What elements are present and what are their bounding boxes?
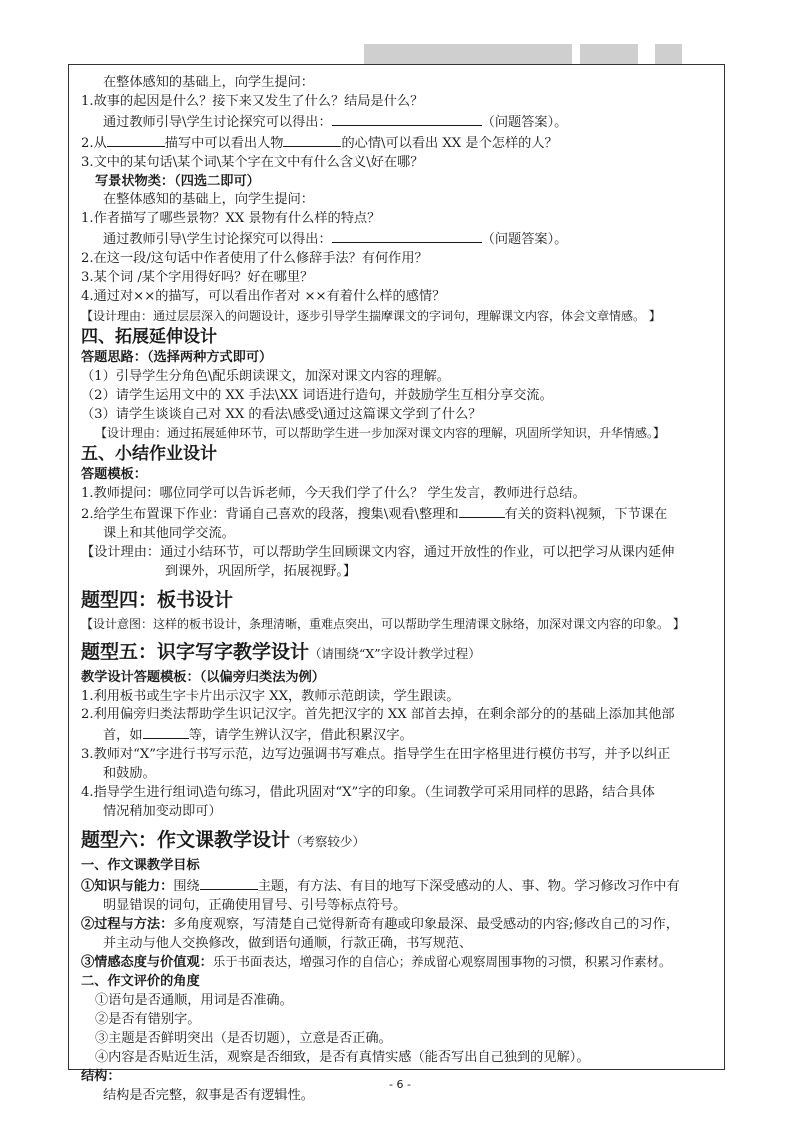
goal-label: ②过程与方法： (81, 916, 174, 932)
answer-blank (459, 504, 505, 518)
text-segment: 等，请学生辨认汉字，借此积累汉字。 (188, 728, 413, 744)
answer-blank (332, 112, 482, 126)
text-line: ②是否有错别字。 (95, 1012, 201, 1028)
text-line (81, 112, 724, 133)
question-type-heading (81, 637, 724, 669)
text-segment: 主题，有方法、有目的地写下深受感动的人、事、物。学习修改习作中有 (257, 878, 680, 894)
answer-blank (283, 133, 341, 147)
subheading: 答题模板： (81, 467, 147, 483)
heading-note: （考察较少） (290, 833, 366, 849)
text-line: 在整体感知的基础上，向学生提问： (103, 75, 314, 90)
design-reason: 【设计理由：通过小结环节，可以帮助学生回顾课文内容，通过开放性的作业，可以把学习从课内延伸 (81, 544, 675, 560)
design-reason: 【设计理由：通过层层深入的问题设计，逐步引导学生揣摩课文的字词句，理解课文内容，体会文章情感。 】 (81, 308, 661, 323)
text-line: 和鼓励。 (103, 766, 156, 782)
text-segment: 多角度观察，写清楚自己觉得新奇有趣或印象最深、最受感动的内容;修改自己的习作， (173, 916, 679, 932)
text-line: 1.利用板书或生字卡片出示汉字 XX，教师示范朗读，学生跟读。 (81, 688, 460, 704)
text-line: 2.利用偏旁归类法帮助学生识记汉字。首先把汉字的 XX 部首去掉，在剩余部分的的基础上添加其他部 (81, 707, 675, 723)
text-line (81, 133, 724, 154)
design-reason: 到课外，巩固所学，拓展视野。】 (165, 563, 357, 579)
question-type-heading (81, 825, 724, 857)
text-line (81, 876, 724, 897)
subheading: 一、作文课教学目标 (81, 857, 200, 873)
header-bar-long (364, 44, 572, 64)
text-line: ①语句是否通顺，用词是否准确。 (95, 993, 293, 1009)
text-line: （2）请学生运用文中的 XX 手法\XX 词语进行造句，并鼓励学生互相分享交流。 (81, 387, 553, 403)
section-heading: 五、小结作业设计 (81, 444, 217, 465)
subheading: 结构： (81, 1068, 121, 1084)
text-line: （1）引导学生分角色\配乐朗读课文，加深对课文内容的理解。 (81, 368, 450, 384)
section-heading: 四、拓展延伸设计 (81, 326, 217, 347)
text-segment: 2.给学生布置课下作业：背诵自己喜欢的段落，搜集\观看\整理和 (81, 507, 459, 523)
text-line (81, 953, 724, 973)
text-segment: 乐于书面表达，增强习作的自信心；养成留心观察周围事物的习惯，积累习作素材。 (212, 954, 672, 970)
text-line: 结构是否完整，叙事是否有逻辑性。 (103, 1087, 314, 1103)
text-line: 4.通过对××的描写，可以看出作者对 ××有着什么样的感情？ (81, 288, 446, 304)
text-line: 1.教师提问：哪位同学可以告诉老师，今天我们学了什么？ 学生发言，教师进行总结。 (81, 486, 586, 502)
subheading: 写景状物类：（四选二即可） (95, 173, 260, 189)
text-line (81, 229, 724, 250)
text-segment: 通过教师引导\学生讨论探究可以得出： (103, 114, 332, 130)
page-number: - 6 - (389, 1078, 411, 1091)
text-line (81, 916, 724, 935)
text-line: 1.作者描写了哪些景物？XX 景物有什么样的特点？ (81, 211, 381, 227)
text-line: 3.某个词 /某个字用得好吗？好在哪里？ (81, 270, 314, 286)
content-frame (68, 64, 725, 1103)
text-segment: 描写中可以看出人物 (164, 135, 284, 151)
text-line: 明显错误的词句，正确使用冒号、引号等标点符号。 (103, 897, 407, 913)
text-segment: 首，如 (103, 728, 143, 744)
text-segment: 有关的资料\视频，下节课在 (504, 507, 668, 523)
header-bar-short (655, 44, 682, 64)
design-reason: 【设计理由：通过拓展延伸环节，可以帮助学生进一步加深对课文内容的理解，巩固所学知识，升华情感。】 (95, 426, 666, 441)
text-line: （3）请学生谈谈自己对 XX 的看法\感受\通过这篇课文学到了什么？ (81, 406, 482, 422)
heading-note: （请围绕“X”字设计教学过程） (309, 645, 481, 661)
answer-blank (143, 725, 189, 739)
question-type-heading: 题型四：板书设计 (81, 588, 234, 611)
text-line (81, 725, 724, 746)
text-line: ③主题是否鲜明突出（是否切题），立意是否正确。 (95, 1031, 392, 1047)
text-line: 情况稍加变动即可） (103, 804, 222, 819)
text-line: 3.文中的某句话\某个词\某个字在文中有什么含义\好在哪？ (81, 154, 424, 170)
text-line: 1.故事的起因是什么？接下来又发生了什么？结局是什么？ (81, 93, 424, 109)
text-line: 并主动与他人交换修改，做到语句通顺，行款正确，书写规范、 (103, 935, 473, 951)
heading-text: 题型六：作文课教学设计 (81, 828, 291, 851)
text-line: 在整体感知的基础上，向学生提问： (103, 192, 314, 208)
text-segment: （问题答案）。 (481, 114, 568, 130)
text-segment: 通过教师引导\学生讨论探究可以得出： (103, 232, 332, 248)
text-segment: 的心情\可以看出 XX 是个怎样的人？ (341, 135, 558, 151)
text-line: 4.指导学生进行组词\造句练习，借此巩固对“X”字的印象。（生词教学可采用同样的思路，结合具体 (81, 785, 655, 801)
text-segment: 2.从 (81, 135, 107, 151)
goal-label: ③情感态度与价值观： (81, 955, 213, 971)
header-bar-mid (580, 44, 638, 64)
text-line: 课上和其他同学交流。 (103, 526, 235, 542)
subheading: 答题思路：（选择两种方式即可） (81, 349, 273, 365)
text-line: ④内容是否贴近生活，观察是否细致，是否有真情实感（能否写出自己独到的见解）。 (95, 1049, 590, 1065)
subheading: 教学设计答题模板：（以偏旁归类法为例） (81, 669, 325, 685)
text-line (81, 504, 724, 525)
subheading: 二、作文评价的角度 (81, 974, 200, 990)
goal-label: ①知识与能力： (81, 878, 174, 894)
text-segment: （问题答案）。 (481, 232, 568, 248)
heading-text: 题型五：识字写字教学设计 (81, 640, 310, 663)
text-segment: 围绕 (173, 878, 200, 894)
text-line: 3.教师对“X”字进行书写示范，边写边强调书写难点。指导学生在田字格里进行模仿书写，并予以纠正 (81, 747, 671, 763)
design-intent: 【设计意图：这样的板书设计，条理清晰，重难点突出，可以帮助学生理清课文脉络，加深对课文内容的印象。 】 (81, 616, 685, 631)
answer-blank (107, 133, 165, 147)
answer-blank (200, 876, 258, 890)
answer-blank (332, 229, 482, 243)
text-line: 2.在这一段/这句话中作者使用了什么修辞手法？有何作用？ (81, 251, 428, 267)
